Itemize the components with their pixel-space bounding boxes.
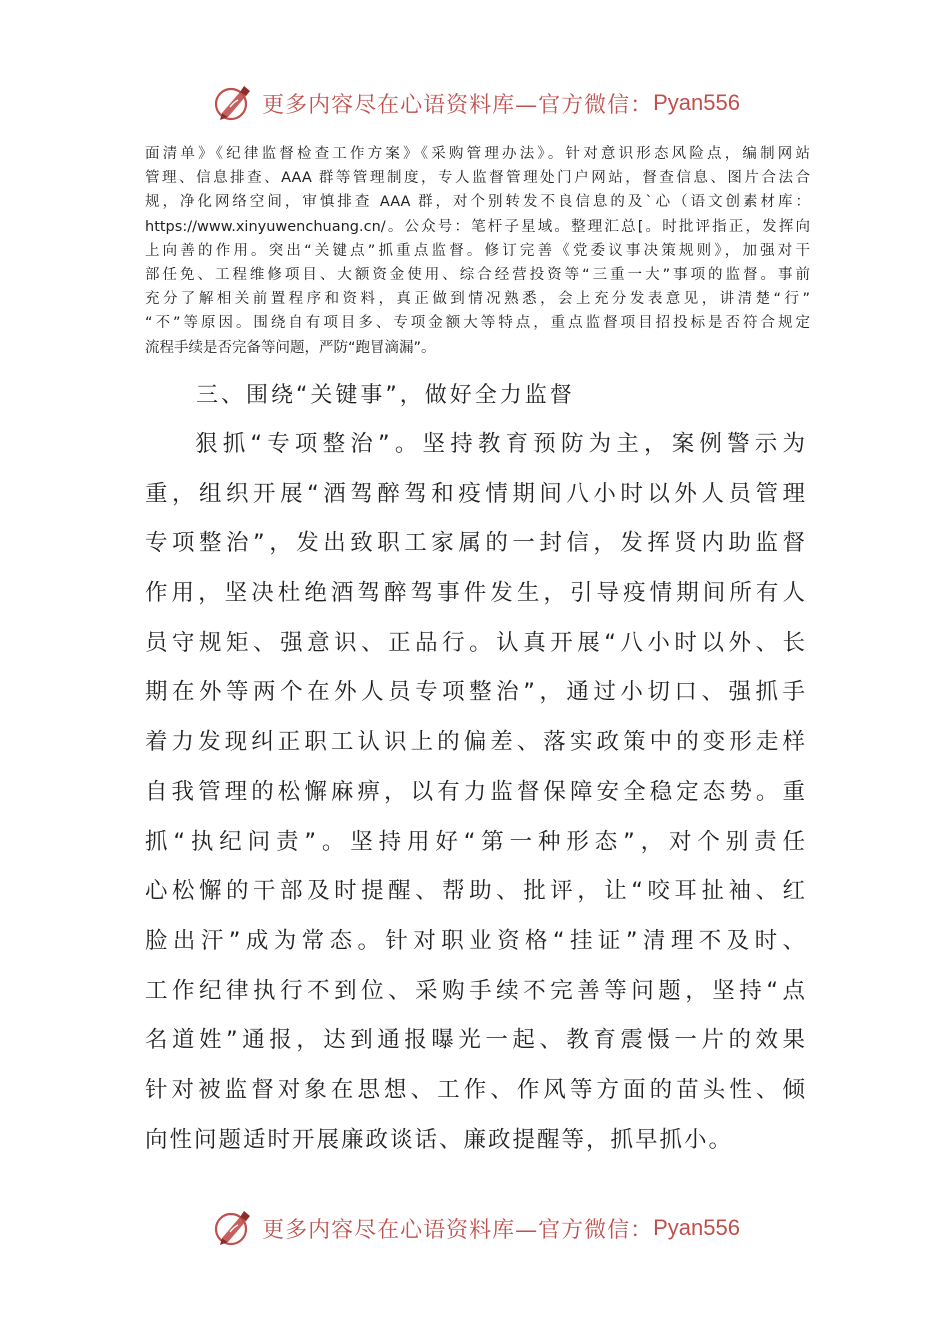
- footer-banner: [0, 1203, 950, 1253]
- header-banner: [0, 78, 950, 128]
- body-line: 专项整治”，发出致职工家属的一封信，发挥贤内助监督: [145, 530, 805, 557]
- body-line: 心松懈的干部及时提醒、帮助、批评，让“咬耳扯袖、红: [145, 878, 805, 905]
- paragraph-line: 规，净化网络空间，审慎排查 AAA 群，对个别转发不良信息的及`心（语文创素材库：: [145, 194, 810, 211]
- paragraph-line: “不”等原因。围绕自有项目多、专项金额大等特点，重点监督项目招投标是否符合规定: [145, 315, 810, 332]
- body-line: 着力发现纠正职工认识上的偏差、落实政策中的变形走样: [145, 729, 805, 756]
- banner-wechat-id: Pyan556: [653, 1215, 740, 1240]
- body-line: 重，组织开展“酒驾醉驾和疫情期间八小时以外人员管理: [145, 480, 805, 507]
- paragraph-line: 管理、信息排查、AAA 群等管理制度，专人监督管理处门户网站，督查信息、图片合法合: [145, 170, 810, 187]
- body-line: 工作纪律执行不到位、采购手续不完善等问题，坚持“点: [145, 977, 805, 1004]
- body-line: 自我管理的松懈麻痹，以有力监督保障安全稳定态势。重: [145, 778, 805, 805]
- paragraph-line: 部任免、工程维修项目、大额资金使用、综合经营投资等“三重一大”事项的监督。事前: [145, 266, 810, 283]
- body-line: 名道姓”通报，达到通报曝光一起、教育震慑一片的效果: [145, 1027, 805, 1054]
- banner-promo-text: 更多内容尽在心语资料库—官方微信：: [262, 1217, 654, 1243]
- paragraph-line-url: https://www.xinyuwenchuang.cn/。公众号：笔杆子星域。整理汇总[。时批评指正，发挥向: [145, 218, 810, 235]
- body-line: 作用，坚决杜绝酒驾醉驾事件发生，引导疫情期间所有人: [145, 580, 805, 607]
- pen-logo-icon: [210, 80, 256, 126]
- body-line: 针对被监督对象在思想、工作、作风等方面的苗头性、倾: [145, 1076, 805, 1103]
- paragraph-line: 充分了解相关前置程序和资料，真正做到情况熟悉，会上充分发表意见，讲清楚“行”: [145, 291, 810, 308]
- body-line: 抓“执纪问责”。坚持用好“第一种形态”，对个别责任: [145, 828, 805, 855]
- body-line: 狠抓“专项整治”。坚持教育预防为主，案例警示为: [195, 431, 805, 457]
- section-heading: 三、围绕“关键事”，做好全力监督: [196, 383, 575, 408]
- banner-promo-text: 更多内容尽在心语资料库—官方微信：: [262, 92, 654, 118]
- paragraph-line: 流程手续是否完备等问题，严防“跑冒滴漏”。: [145, 339, 436, 356]
- paragraph-line: 面清单》《纪律监督检查工作方案》《采购管理办法》。针对意识形态风险点，编制网站: [145, 146, 810, 162]
- body-line: 期在外等两个在外人员专项整治”，通过小切口、强抓手: [145, 679, 805, 706]
- body-line: 向性问题适时开展廉政谈话、廉政提醒等，抓早抓小。: [145, 1126, 734, 1153]
- pen-logo-icon: [210, 1205, 256, 1251]
- banner-wechat-id: Pyan556: [653, 90, 740, 115]
- paragraph-line: 上向善的作用。突出“关键点”抓重点监督。修订完善《党委议事决策规则》，加强对干: [145, 242, 810, 259]
- body-line: 脸出汗”成为常态。针对职业资格“挂证”清理不及时、: [145, 927, 805, 954]
- body-line: 员守规矩、强意识、正品行。认真开展“八小时以外、长: [145, 629, 805, 656]
- top-paragraph: [145, 142, 810, 360]
- body-paragraph: [145, 420, 805, 1165]
